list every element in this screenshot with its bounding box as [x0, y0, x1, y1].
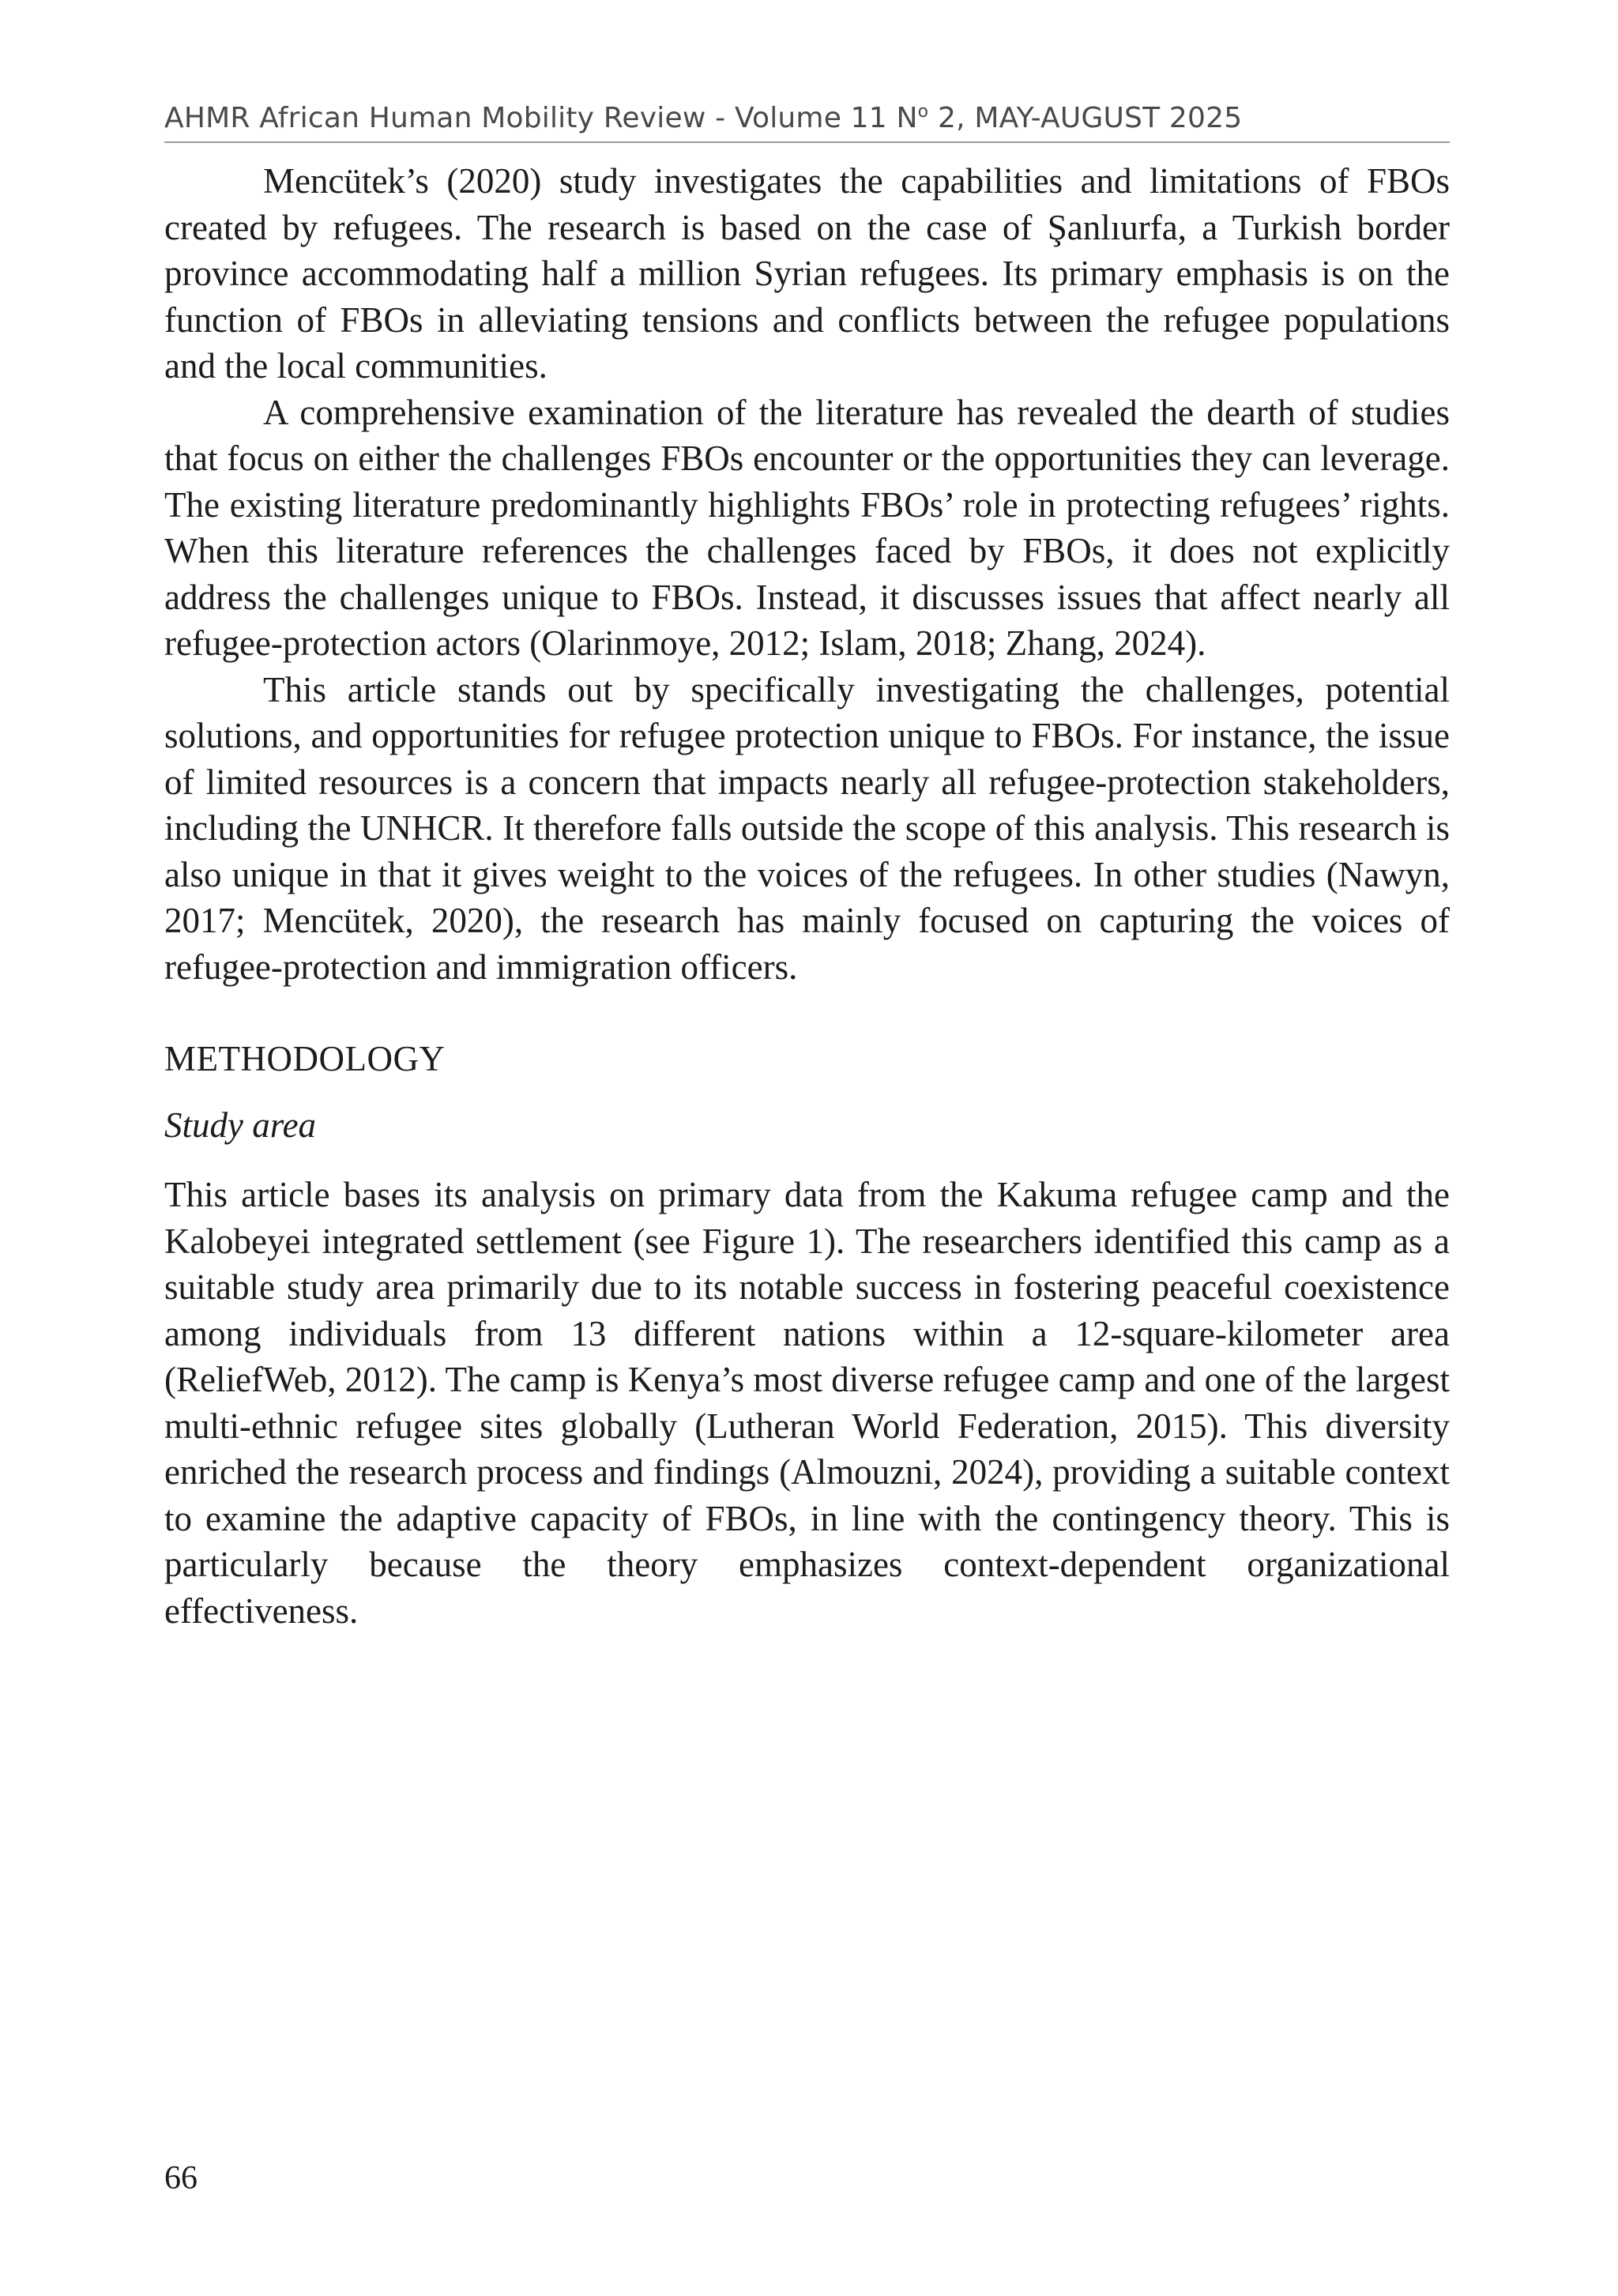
paragraph-literature-review: A comprehensive examination of the literature has revealed the dearth of studies that focus on either the challenges FBOs encounter or the opportunities they can leverage. The existing literature predominantly highlights FBOs’ role in protecting refugees’ rights. When this literature references the challenges faced by FBOs, it does not explicitly address the challenges unique to FBOs. Instead, it discusses issues that affect nearly all refugee-protection actors (Olarinmoye, 2012; Islam, 2018; Zhang, 2024). — [164, 392, 1450, 663]
header-rule — [164, 141, 1450, 143]
section-heading-methodology: METHODOLOGY — [164, 1039, 446, 1078]
paragraph-mencutek-study: Mencütek’s (2020) study investigates the capabilities and limitations of FBOs created by refugees. The research is based on the case of Şanlıurfa, a Turkish border province accommodating half a million Syrian refugees. Its primary emphasis is on the function of FBOs in alleviating tensions and conflicts between the refugee populations and the local communities. — [164, 161, 1450, 386]
journal-title: AHMR African Human Mobility Review - Volume 11 N — [164, 102, 918, 134]
subsection-heading-study-area: Study area — [164, 1105, 317, 1145]
page-number: 66 — [164, 2160, 198, 2196]
issue-date: 2, MAY-AUGUST 2025 — [928, 102, 1243, 134]
paragraph-article-contribution: This article stands out by specifically investigating the challenges, potential solutions, and opportunities for refugee protection unique to FBOs. For instance, the issue of limited resources is a concern that impacts nearly all refugee-protection stakeholders, including the UNHCR. It therefore falls outside the scope of this analysis. This research is also unique in that it gives weight to the voices of the refugees. In other studies (Nawyn, 2017; Mencütek, 2020), the research has mainly focused on capturing the voices of refugee-protection and immigration officers. — [164, 669, 1450, 987]
number-superscript: o — [917, 102, 929, 122]
running-header — [164, 100, 1450, 137]
article-body — [164, 158, 1450, 1634]
paragraph-study-area: This article bases its analysis on primary data from the Kakuma refugee camp and the Kalobeyei integrated settlement (see Figure 1). The researchers identified this camp as a suitable study area primarily due to its notable success in fostering peaceful coexistence among individuals from 13 different nations within a 12-square-kilometer area (ReliefWeb, 2012). The camp is Kenya’s most diverse refugee camp and one of the largest multi-ethnic refugee sites globally (Lutheran World Federation, 2015). This diversity enriched the research process and findings (Almouzni, 2024), providing a suitable context to examine the adaptive capacity of FBOs, in line with the contingency theory. This is particularly because the theory emphasizes context-dependent organizational effectiveness. — [164, 1175, 1450, 1631]
